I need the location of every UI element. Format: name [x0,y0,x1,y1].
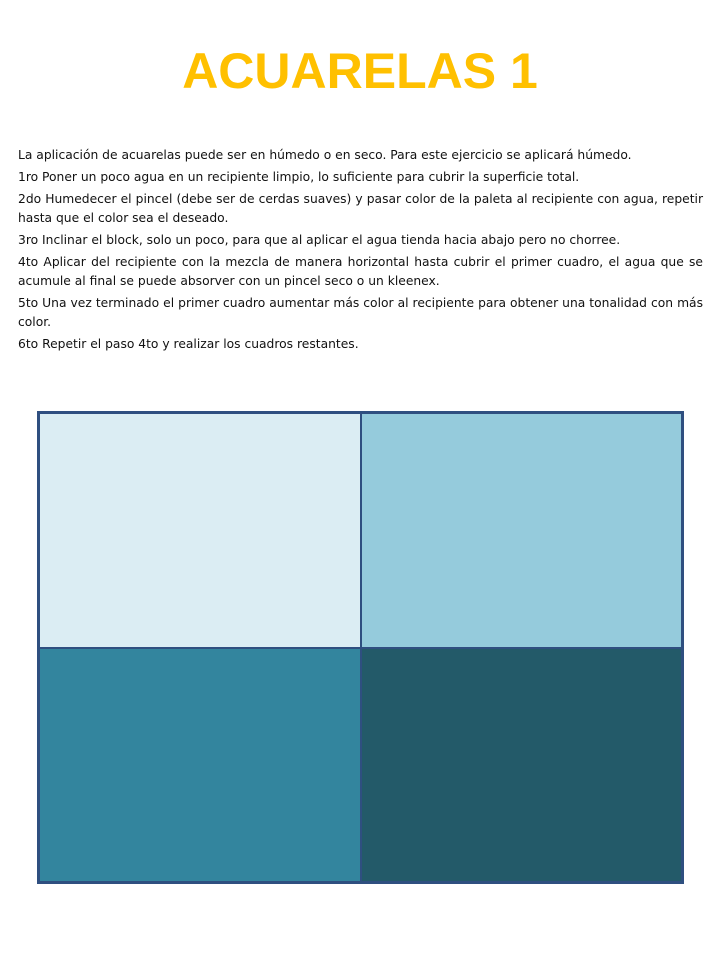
watercolor-swatch-grid [37,411,684,884]
step-6: 6to Repetir el paso 4to y realizar los cuadros restantes. [18,337,359,351]
swatch-4 [362,649,682,882]
intro-paragraph: La aplicación de acuarelas puede ser en húmedo o en seco. Para este ejercicio se aplicará húmedo. [18,148,632,162]
swatch-2 [362,414,682,647]
step-3: 3ro Inclinar el block, solo un poco, para que al aplicar el agua tienda hacia abajo pero no chorree. [18,233,621,247]
swatch-1 [40,414,360,647]
step-4: 4to Aplicar del recipiente con la mezcla de manera horizontal hasta cubrir el primer cuadro, el agua que se acumule al final se puede absorver con un pincel seco o un kleenex. [18,255,703,288]
step-5: 5to Una vez terminado el primer cuadro aumentar más color al recipiente para obtener una tonalidad con más color. [18,296,703,329]
page-title: ACUARELAS 1 [182,43,538,99]
swatch-3 [40,649,360,882]
instructions-text [18,146,703,357]
step-2: 2do Humedecer el pincel (debe ser de cerdas suaves) y pasar color de la paleta al recipiente con agua, repetir hasta que el color sea el deseado. [18,192,703,225]
step-1: 1ro Poner un poco agua en un recipiente limpio, lo suficiente para cubrir la superficie total. [18,170,580,184]
